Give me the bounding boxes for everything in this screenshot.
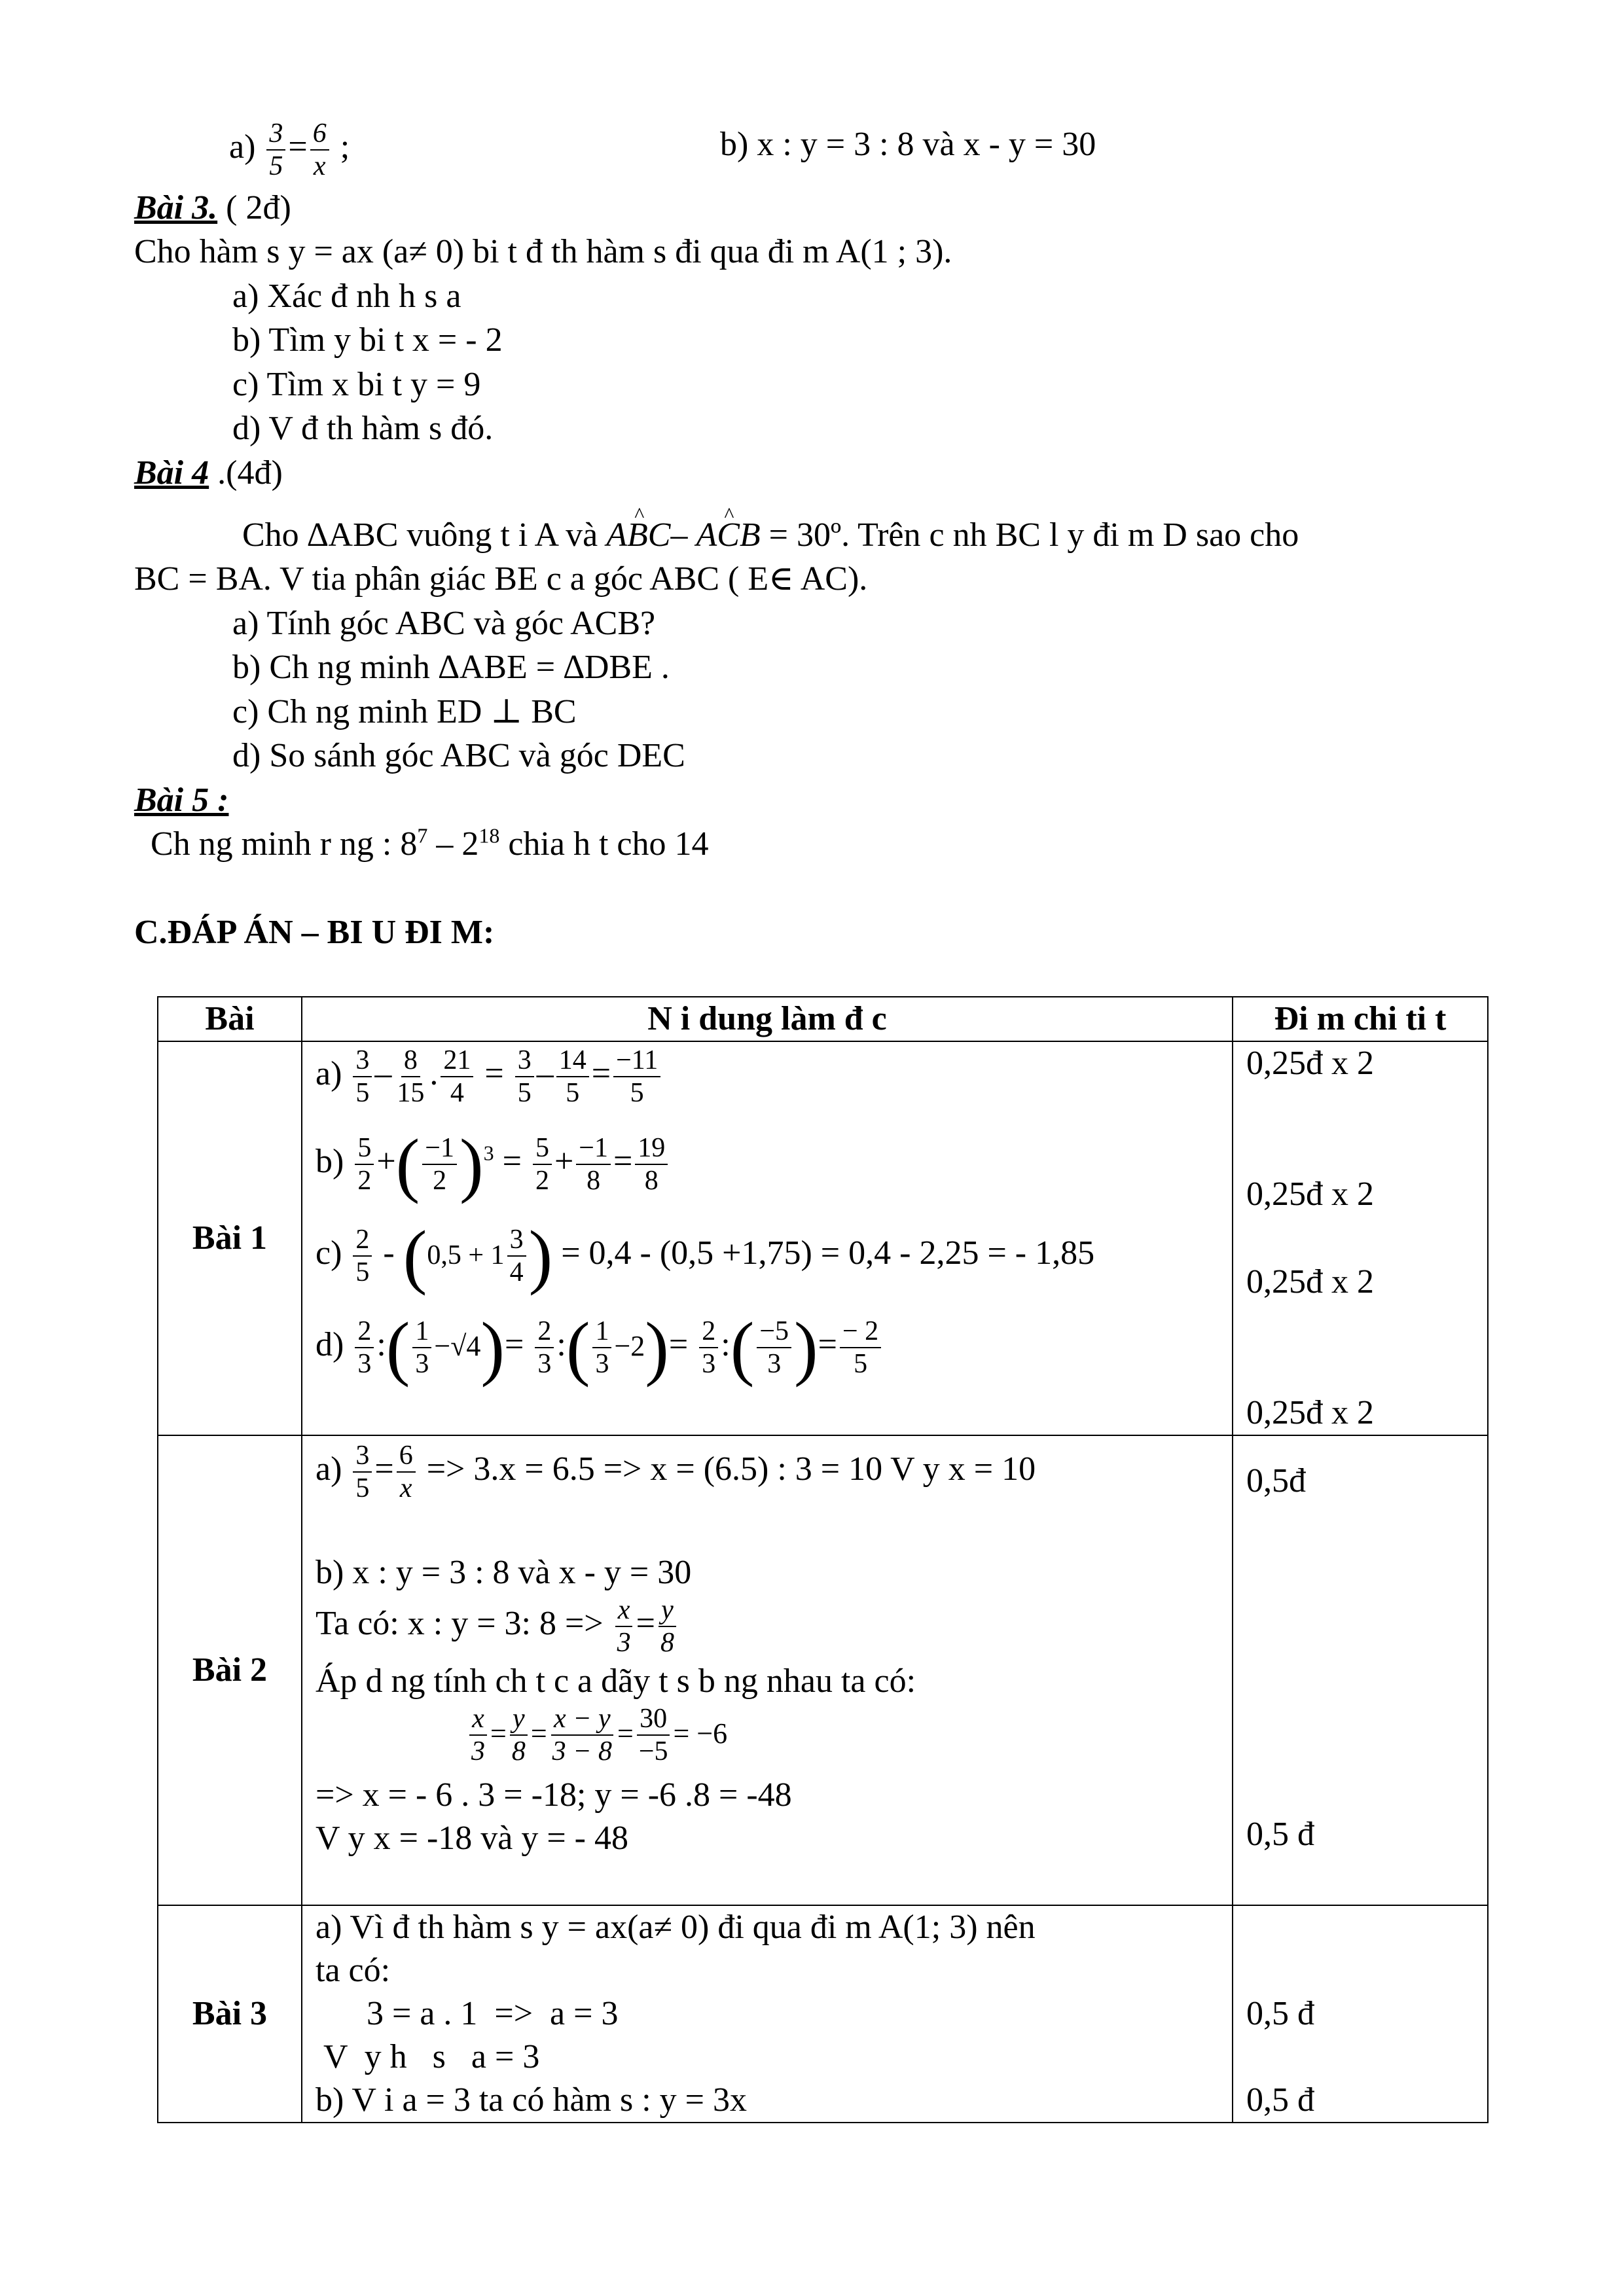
bai2-a: a) $\frac{3}{5}$ = $\frac{6}{x}$ => 3.x = 6.5 => x = (6.5) : 3 = 10 V y x = 10 bbox=[316, 1441, 1036, 1503]
bai4-item-b: b) Ch ng minh ∆ABE = ∆DBE . bbox=[232, 649, 670, 686]
bai1-score-c: 0,25đ x 2 bbox=[1246, 1263, 1374, 1300]
bai4-item-d: d) So sánh góc ABC và góc DEC bbox=[232, 737, 685, 774]
bai5-heading: Bài 5 : bbox=[134, 781, 229, 819]
exercise-part-a: a) $\frac{3}{5}$ = $\frac{6}{x}$ ; bbox=[229, 118, 350, 181]
bai3-line-3: 3 = a . 1 => a = 3 bbox=[316, 1995, 619, 2032]
bai3-content bbox=[302, 1905, 1233, 2123]
bai2-result1: => x = - 6 . 3 = -18; y = -6 .8 = -48 bbox=[316, 1776, 792, 1814]
bai1-content bbox=[302, 1041, 1233, 1435]
bai3-line-5: b) V i a = 3 ta có hàm s : y = 3x bbox=[316, 2081, 747, 2119]
bai2-score-a: 0,5đ bbox=[1246, 1462, 1306, 1499]
bai3-line-2: ta có: bbox=[316, 1952, 391, 1989]
header-bai: Bài bbox=[158, 997, 302, 1041]
bai2-content bbox=[302, 1435, 1233, 1905]
table-row-bai2 bbox=[158, 1435, 1488, 1905]
bai4-heading: Bài 4 .(4đ) bbox=[134, 454, 283, 492]
bai3-label: Bài 3 bbox=[158, 1905, 302, 2123]
bai3-line-1: a) Vì đ th hàm s y = ax(a≠ 0) đi qua đi m A(1; 3) nên bbox=[316, 1909, 1036, 1946]
table-header-row bbox=[158, 997, 1488, 1041]
bai3-item-d: d) V đ th hàm s đó. bbox=[232, 410, 494, 447]
grading-table bbox=[157, 996, 1489, 2123]
bai1-scores bbox=[1233, 1041, 1488, 1435]
bai2-result2: V y x = -18 và y = - 48 bbox=[316, 1820, 628, 1857]
bai3-item-b: b) Tìm y bi t x = - 2 bbox=[232, 321, 503, 359]
bai1-label: Bài 1 bbox=[158, 1041, 302, 1435]
bai1-a: a) $\frac{3}{5}$ – $\frac{8}{15}$ . $\frac{21}{4}$ = $\frac{3}{5}$ – $\frac{14}{5}$ = $\frac{-11}{5}$ bbox=[316, 1042, 1219, 1128]
bai3-intro: Cho hàm s y = ax (a≠ 0) bi t đ th hàm s đi qua đi m A(1 ; 3). bbox=[134, 233, 952, 270]
bai1-b: b) $\frac{5}{2}$ +( $\frac{-1}{2}$ )$^3$ = $\frac{5}{2}$ + $\frac{-1}{8}$ = $\frac{19}{8}$ bbox=[316, 1128, 1219, 1220]
bai3-heading: Bài 3. ( 2đ) bbox=[134, 189, 291, 226]
bai4-line2: BC = BA. V tia phân giác BE c a góc ABC ( E∈ AC). bbox=[134, 560, 868, 598]
bai3-score-b: 0,5 đ bbox=[1246, 2081, 1314, 2119]
bai4-line1: Cho ∆ABC vuông t i A và ^ ABC– ^ ACB = 30º. Trên c nh BC l y đi m D sao cho bbox=[242, 514, 1299, 557]
table-row-bai1 bbox=[158, 1041, 1488, 1435]
bai1-c: c) $\frac{2}{5}$ - (0,5 + 1 $\frac{3}{4}$ ) = 0,4 - (0,5 +1,75) = 0,4 - 2,25 = - 1,85 bbox=[316, 1216, 1095, 1296]
bai2-label: Bài 2 bbox=[158, 1435, 302, 1905]
bai3-scores bbox=[1233, 1905, 1488, 2123]
header-diem: Đi m chi ti t bbox=[1233, 997, 1488, 1041]
bai1-score-d: 0,25đ x 2 bbox=[1246, 1394, 1374, 1431]
bai4-item-a: a) Tính góc ABC và góc ACB? bbox=[232, 605, 656, 642]
bai3-line-4: V y h s a = 3 bbox=[316, 2038, 540, 2075]
bai2-b: b) x : y = 3 : 8 và x - y = 30 bbox=[316, 1554, 692, 1591]
bai1-score-a: 0,25đ x 2 bbox=[1246, 1045, 1374, 1082]
bai5-text: Ch ng minh r ng : $8^7 - 2^{18}$ chia h t cho 14 bbox=[151, 823, 709, 863]
table-row-bai3 bbox=[158, 1905, 1488, 2123]
exercise-part-b: b) x : y = 3 : 8 và x - y = 30 bbox=[720, 126, 1096, 163]
bai2-apdung: Áp d ng tính ch t c a dãy t s b ng nhau ta có: bbox=[316, 1662, 916, 1700]
bai4-item-c: c) Ch ng minh ED ⊥ BC bbox=[232, 693, 577, 730]
bai1-score-b: 0,25đ x 2 bbox=[1246, 1175, 1374, 1213]
bai2-chain: $\frac{x}{3}$ = $\frac{y}{8}$ = $\frac{x - y}{3 - 8}$ = $\frac{30}{-5}$ = −6 bbox=[316, 1703, 1219, 1774]
bai2-scores bbox=[1233, 1435, 1488, 1905]
bai3-score-a: 0,5 đ bbox=[1246, 1995, 1314, 2032]
bai2-taco: Ta có: x : y = 3: 8 => $\frac{x}{3}$ = $\frac{y}{8}$ bbox=[316, 1594, 1219, 1660]
header-noidung: N i dung làm đ c bbox=[302, 997, 1233, 1041]
bai2-score-b: 0,5 đ bbox=[1246, 1816, 1314, 1853]
answer-heading: C.ĐÁP ÁN – BI U ĐI M: bbox=[134, 914, 495, 951]
bai3-item-c: c) Tìm x bi t y = 9 bbox=[232, 366, 481, 403]
bai1-d: d) $\frac{2}{3}$ :( $\frac{1}{3}$ −√4)= $\frac{2}{3}$ :( $\frac{1}{3}$ −2)= $\frac{2}{3}$ :( $\frac{-5}{3}$ )= $\frac{- 2}{5}$ bbox=[316, 1312, 1219, 1410]
bai3-item-a: a) Xác đ nh h s a bbox=[232, 278, 461, 315]
